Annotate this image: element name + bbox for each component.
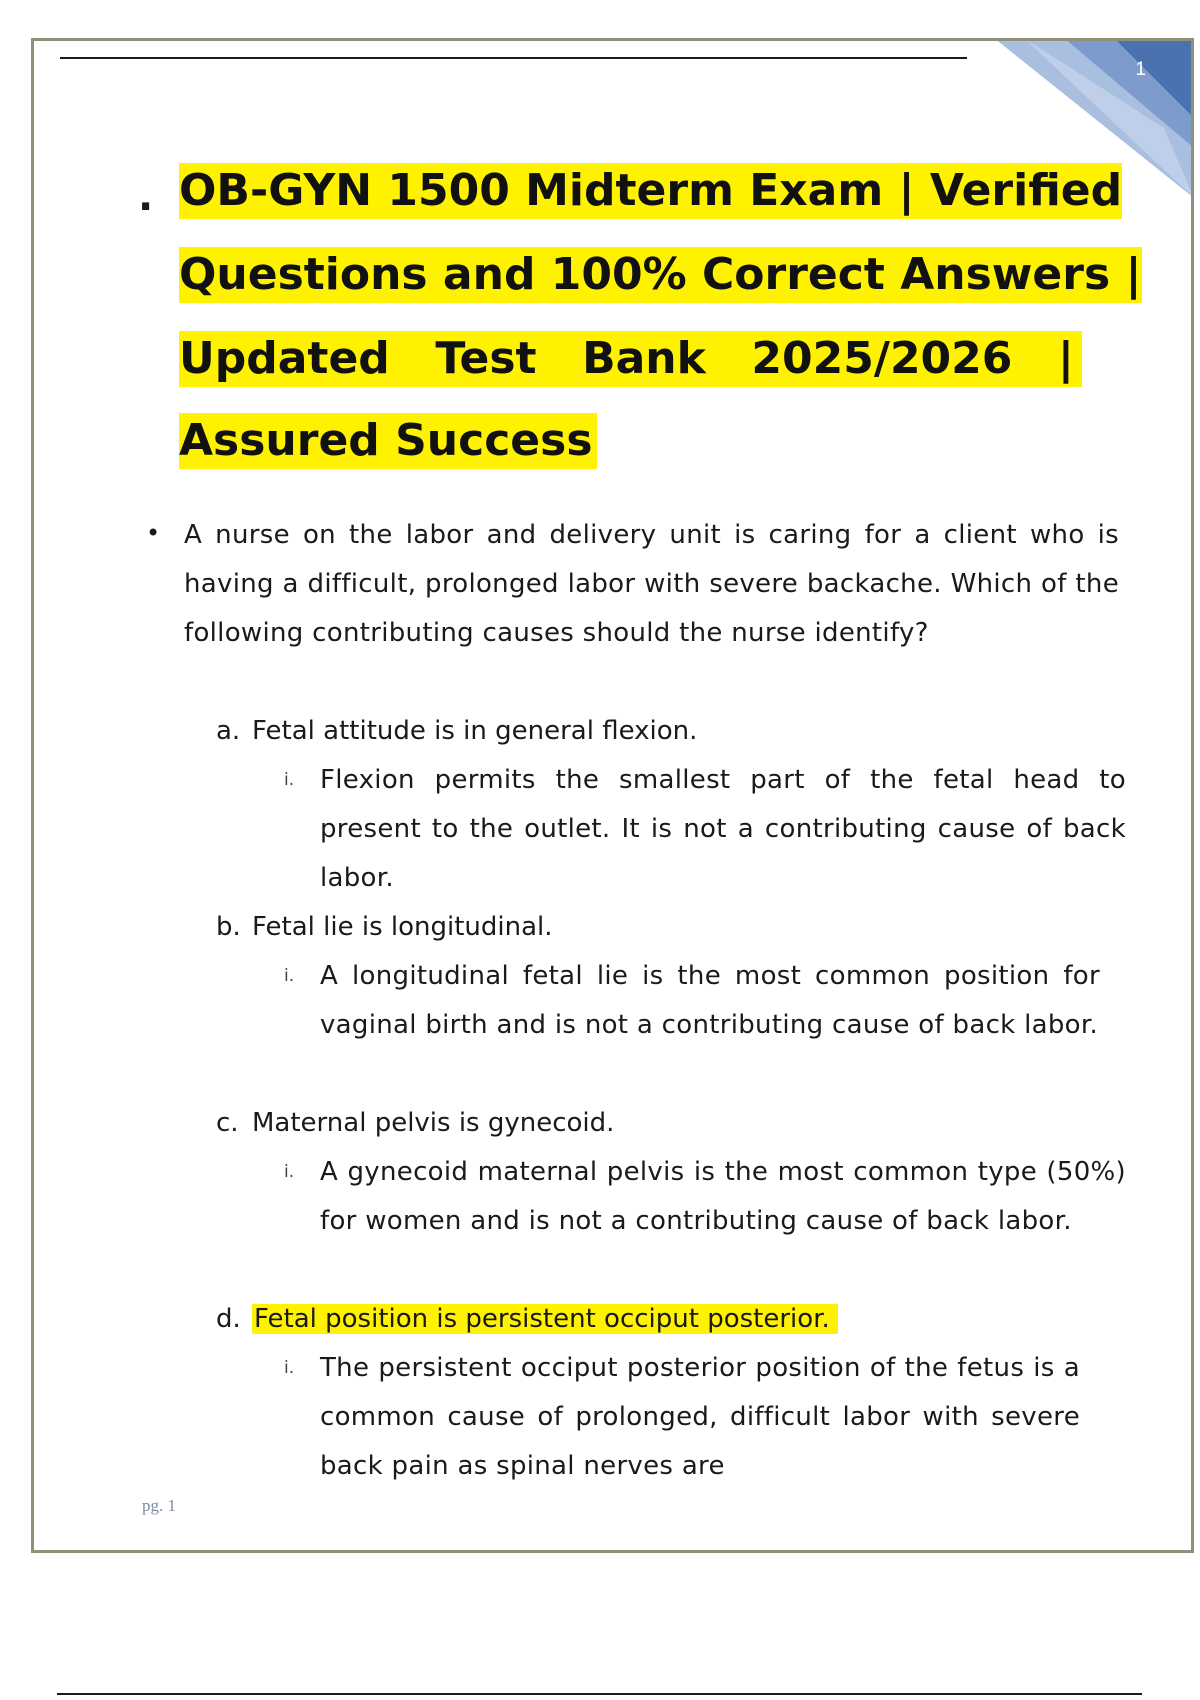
title-word: | (1057, 333, 1074, 384)
rationale-text: A longitudinal fetal lie is the most common position for vaginal birth and is not a contributing cause of back labor. (320, 961, 1100, 1040)
rationale-c (284, 1148, 1126, 1246)
rationale-text: A gynecoid maternal pelvis is the most common type (50%) for women and is not a contributing cause of back labor. (320, 1157, 1126, 1236)
rationale-text: Flexion permits the smallest part of the fetal head to present to the outlet. It is not a contributing cause of back labor. (320, 765, 1126, 893)
option-letter: d. (216, 1304, 241, 1334)
option-a (216, 707, 697, 756)
option-c (216, 1099, 614, 1148)
option-letter: a. (216, 716, 241, 746)
page-footer: pg. 1 (142, 1496, 176, 1515)
document-page (31, 38, 1194, 1553)
rationale-marker: i. (284, 1358, 295, 1378)
title-line-3 (179, 331, 1082, 387)
rationale-text: The persistent occiput posterior position of the fetus is a common cause of prolonged, difficult labor with severe back pain as spinal nerves are (320, 1353, 1080, 1481)
title-line-4: Assured Success (179, 413, 597, 469)
option-d-correct-answer (216, 1295, 838, 1344)
header-rule (60, 57, 967, 59)
option-letter: c. (216, 1108, 239, 1138)
option-text: Fetal lie is longitudinal. (252, 912, 553, 942)
rationale-marker: i. (284, 1162, 295, 1182)
title-word: Bank (582, 333, 706, 384)
title-line-2: Questions and 100% Correct Answers | (179, 247, 1142, 303)
title-word: Test (435, 333, 537, 384)
rationale-marker: i. (284, 770, 295, 790)
title-word: 2025/2026 (751, 333, 1013, 384)
title-line-1: OB-GYN 1500 Midterm Exam | Verified (179, 163, 1122, 219)
rationale-d (284, 1344, 1080, 1491)
question-text: A nurse on the labor and delivery unit is caring for a client who is having a difficult, prolonged labor with severe backache. Which of the following contributing causes should the nurse identify? (184, 520, 1119, 648)
option-letter: b. (216, 912, 241, 942)
title-word: Updated (179, 333, 390, 384)
option-text: Fetal attitude is in general flexion. (252, 716, 698, 746)
highlighted-answer-text: Fetal position is persistent occiput posterior. (252, 1304, 838, 1334)
page-number: 1 (1135, 59, 1146, 80)
title-bullet: . (138, 174, 154, 220)
rationale-a (284, 756, 1126, 903)
option-b (216, 903, 553, 952)
next-page-rule (57, 1693, 1142, 1695)
rationale-marker: i. (284, 966, 295, 986)
question-bullet: • (146, 519, 161, 547)
rationale-b (284, 952, 1100, 1050)
option-text: Maternal pelvis is gynecoid. (252, 1108, 615, 1138)
